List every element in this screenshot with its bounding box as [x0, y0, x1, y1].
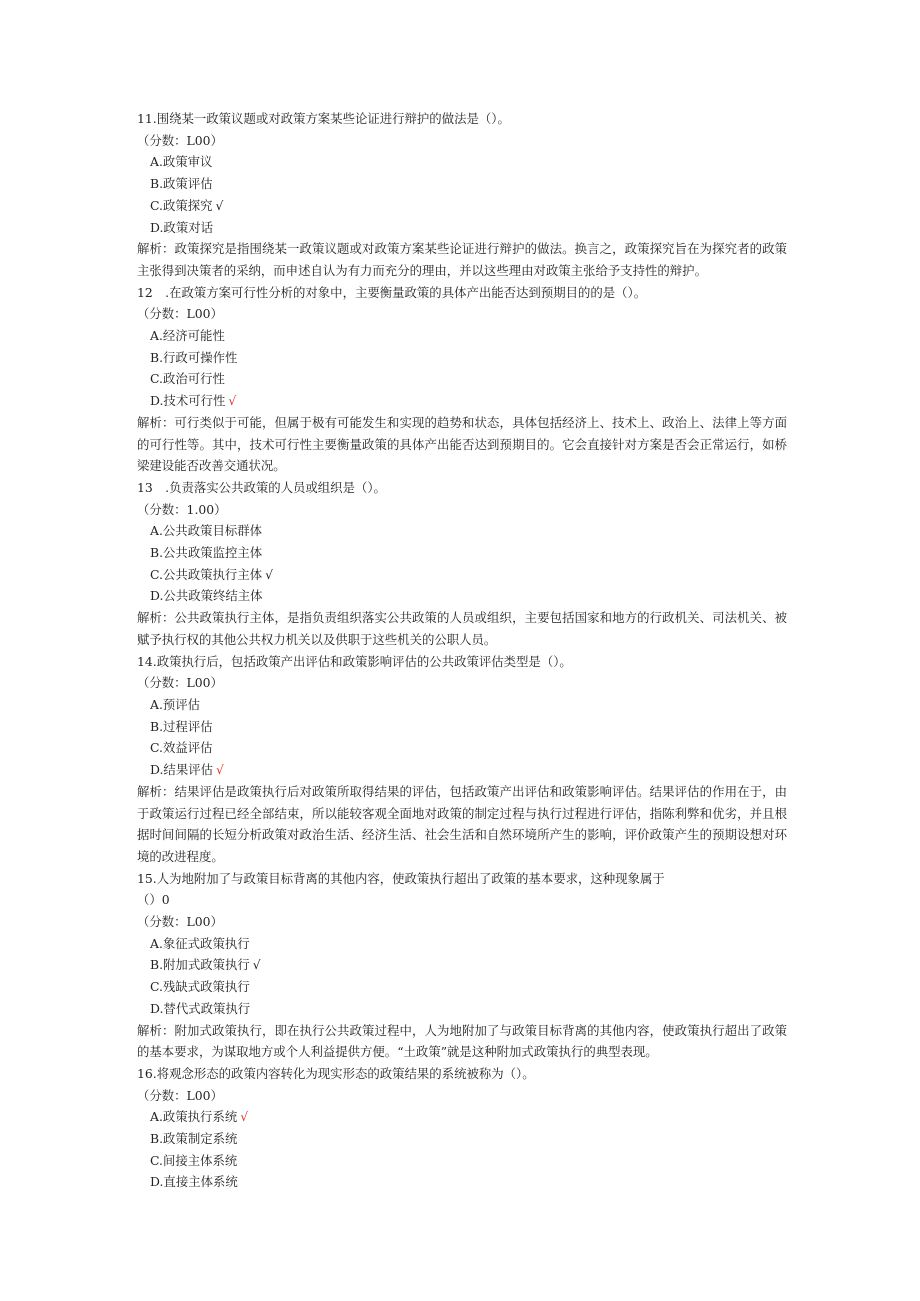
question-11-option-b: B.政策评估 [150, 176, 213, 192]
question-12-option-d-label: D.技术可行性 [150, 393, 226, 409]
question-15-option-a: A.象征式政策执行 [150, 935, 250, 951]
question-14-option-b: B.过程评估 [150, 718, 213, 734]
question-12-analysis: 解析：可行类似于可能，但属于极有可能发生和实现的趋势和状态，具体包括经济上、技术上、政治上、法律上等方面的可行性等。其中，技术可行性主要衡量政策的具体产出能否达到预期目的。它会直接针对方案是否会正常运行，如桥梁建设能否改善交通状况。 [137, 414, 787, 474]
question-11-option-c-label: C.政策探究 [150, 197, 213, 213]
question-16-option-c: C.间接主体系统 [150, 1152, 238, 1168]
question-14-option-d [137, 759, 787, 781]
question-11-text: 11.围绕某一政策议题或对政策方案某些论证进行辩护的做法是（）。 [137, 111, 510, 126]
question-16-text: 16.将观念形态的政策内容转化为现实形态的政策结果的系统被称为（）。 [137, 1065, 535, 1081]
correct-check-icon: √ [240, 1109, 249, 1125]
question-12-option-a: A.经济可能性 [150, 328, 225, 344]
question-14-analysis: 解析：结果评估是政策执行后对政策所取得结果的评估，包括政策产出评估和政策影响评估。结果评估的作用在于，由于政策运行过程已经全部结束，所以能较客观全面地对政策的制定过程与执行过程进行评估，指陈利弊和优劣，并且根据时间间隔的长短分析政策对政治生活、经济生活、社会生活和自然环境所产生的影响，评价政策产生的预期设想对环境的改进程度。 [137, 783, 787, 864]
question-15-analysis: 解析：附加式政策执行，即在执行公共政策过程中，人为地附加了与政策目标背离的其他内容，使政策执行超出了政策的基本要求，为谋取地方或个人利益提供方便。“土政策”就是这种附加式政策执行的典型表现。 [137, 1022, 787, 1060]
question-12-score: （分数：L00） [137, 306, 223, 322]
question-15-text: 15.人为地附加了与政策目标背离的其他内容，使政策执行超出了政策的基本要求，这种现象属于 [137, 870, 665, 886]
question-16-option-a-label: A.政策执行系统 [150, 1109, 238, 1125]
correct-check-icon: √ [215, 197, 224, 213]
question-13-score: （分数：1.00） [137, 501, 227, 517]
question-13-option-a: A.公共政策目标群体 [150, 523, 263, 539]
question-11-analysis: 解析：政策探究是指围绕某一政策议题或对政策方案某些论证进行辩护的做法。换言之，政策探究旨在为探究者的政策主张得到决策者的采纳，而申述自认为有力而充分的理由，并以这些理由对政策主张给予支持性的辩护。 [137, 241, 787, 278]
question-15-option-d: D.替代式政策执行 [150, 1000, 251, 1016]
question-15-score: （分数：L00） [137, 914, 223, 930]
question-14-score: （分数：L00） [137, 675, 223, 691]
document-body [137, 108, 787, 1193]
question-14-option-a: A.预评估 [150, 696, 201, 712]
question-14-option-c: C.效益评估 [150, 740, 213, 756]
question-15-option-b-label: B.附加式政策执行 [150, 957, 250, 973]
question-15-option-c: C.残缺式政策执行 [150, 979, 250, 995]
question-11-score: （分数：L00） [137, 132, 223, 148]
question-12-option-c: C.政治可行性 [150, 371, 225, 387]
question-12-option-d [137, 390, 787, 412]
question-12-option-b: B.行政可操作性 [150, 349, 238, 365]
question-14-text: 14.政策执行后，包括政策产出评估和政策影响评估的公共政策评估类型是（）。 [137, 653, 572, 669]
question-16-option-b: B.政策制定系统 [150, 1131, 238, 1147]
correct-check-icon: √ [265, 566, 274, 582]
correct-check-icon: √ [228, 393, 237, 409]
question-14-option-d-label: D.结果评估 [150, 762, 213, 778]
question-15-text-continued: （）0 [137, 892, 170, 908]
question-16-score: （分数：L00） [137, 1087, 223, 1103]
question-16-option-a [137, 1106, 787, 1128]
question-13-text: 13 .负责落实公共政策的人员或组织是（）。 [137, 479, 386, 495]
question-13-option-c [137, 564, 787, 586]
question-13-option-c-label: C.公共政策执行主体 [150, 566, 263, 582]
question-13-option-d: D.公共政策终结主体 [150, 588, 263, 604]
question-15-option-b [137, 954, 787, 976]
correct-check-icon: √ [252, 957, 261, 973]
question-13-analysis: 解析：公共政策执行主体，是指负责组织落实公共政策的人员或组织，主要包括国家和地方的行政机关、司法机关、被赋予执行权的其他公共权力机关以及供职于这些机关的公职人员。 [137, 610, 787, 647]
question-13-option-b: B.公共政策监控主体 [150, 545, 263, 561]
correct-check-icon: √ [216, 762, 224, 778]
question-11-option-c [137, 195, 787, 217]
question-11-option-a: A.政策审议 [150, 154, 213, 170]
question-12-text: 12 .在政策方案可行性分析的对象中，主要衡量政策的具体产出能否达到预期目的的是（）。 [137, 284, 647, 300]
question-16-option-d: D.直接主体系统 [150, 1174, 238, 1190]
question-11-option-d: D.政策对话 [150, 219, 213, 235]
